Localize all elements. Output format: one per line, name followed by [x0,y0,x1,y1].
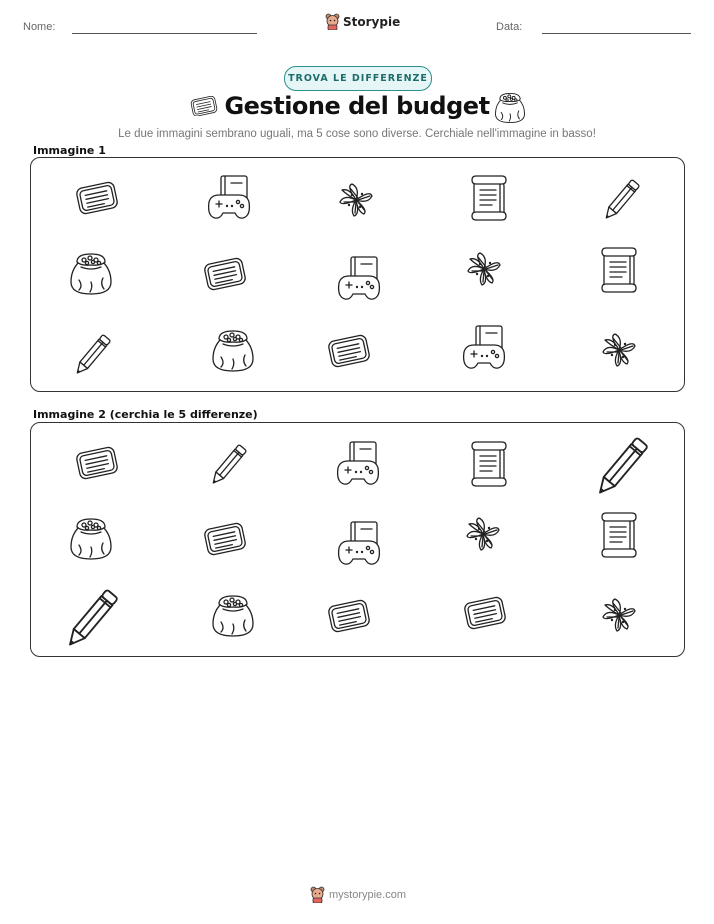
bear-icon [325,13,340,30]
game-console-icon [205,174,253,222]
sack-icon[interactable] [209,593,257,639]
card-icon [327,333,371,369]
game-console-icon [335,255,383,303]
page-title: Gestione del budget [224,92,490,120]
title-sack-icon [494,92,526,122]
large-pencil-icon[interactable] [61,583,127,649]
name-label: Nome: [23,21,56,33]
activity-badge: TROVA LE DIFFERENZE [284,66,432,91]
pencil-icon [72,330,116,376]
date-label: Data: [496,21,523,33]
game-console-icon[interactable] [335,520,383,568]
scroll-icon [468,175,508,221]
leaves-icon [464,251,504,287]
image-panel-1 [30,157,685,392]
instructions: Le due immagini sembrano uguali, ma 5 cose sono diverse. Cerchiale nell'immagine in basso! [118,128,596,140]
sack-icon [67,251,115,297]
title-card-icon [190,96,218,118]
scroll-icon[interactable] [598,512,638,558]
leaves-icon[interactable] [599,597,639,633]
card-icon[interactable] [203,521,247,557]
sack-icon[interactable] [67,516,115,562]
brand-logo [325,13,400,30]
large-pencil-icon[interactable] [591,431,657,497]
game-console-icon[interactable] [334,440,382,488]
leaves-icon [599,332,639,368]
footer-url[interactable]: mystorypie.com [329,888,407,901]
card-icon [75,180,119,216]
game-console-icon [460,324,508,372]
card-icon[interactable] [463,595,507,631]
brand-name: Storypie [343,14,401,29]
panel2-label: Immagine 2 (cerchia le 5 differenze) [33,408,258,421]
bear-icon [310,886,325,903]
card-icon[interactable] [327,598,371,634]
sack-icon [209,328,257,374]
leaves-icon [336,182,376,218]
name-line[interactable] [72,33,257,34]
pencil-icon[interactable] [208,440,252,486]
card-icon[interactable] [75,445,119,481]
image-panel-2[interactable] [30,422,685,657]
panel1-label: Immagine 1 [33,144,106,157]
date-line[interactable] [542,33,691,34]
footer [310,886,406,903]
scroll-icon[interactable] [468,441,508,487]
scroll-icon [598,247,638,293]
pencil-icon [601,175,645,221]
leaves-icon[interactable] [463,516,503,552]
card-icon [203,256,247,292]
